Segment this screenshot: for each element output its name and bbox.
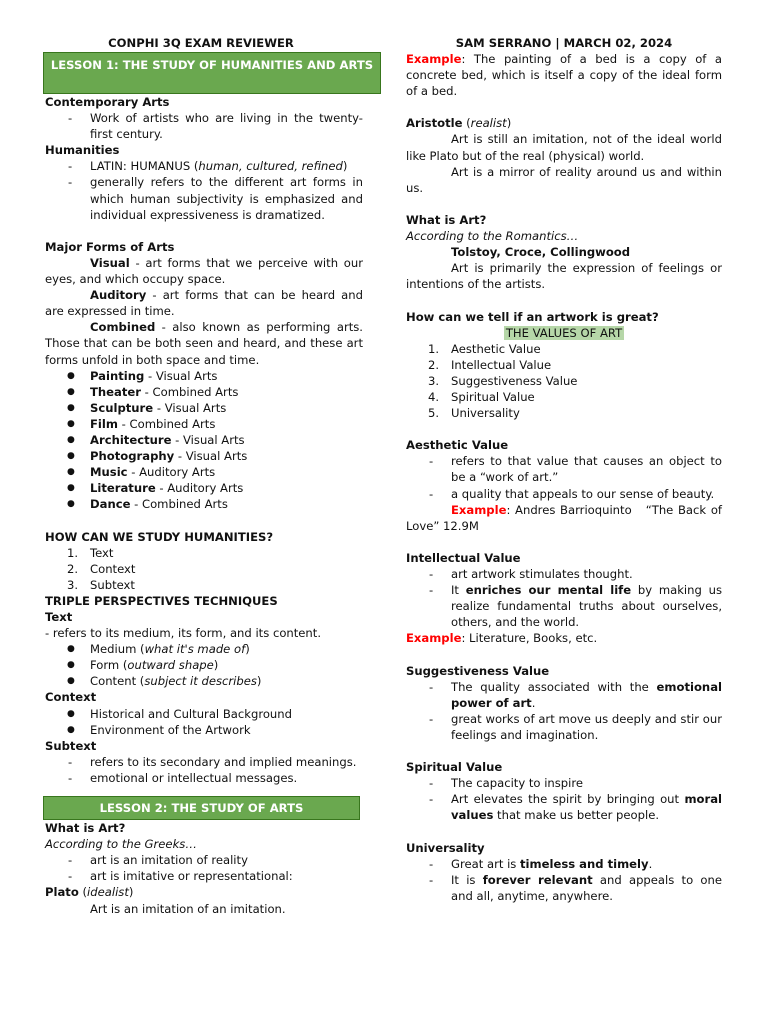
aristotle-text-2: Art is a mirror of reality around us and within us. [406,164,722,195]
greeks-list [45,852,363,884]
list-item: - great works of art move us deeply and stir our feelings and imagination. [406,711,722,743]
contemporary-list [45,110,363,142]
text-description: - refers to its medium, its form, and its content. [45,626,322,641]
visual-definition [45,255,363,287]
list-item: ● Painting - Visual Arts [45,368,363,384]
humanities-heading: Humanities [45,143,120,158]
universality-heading: Universality [406,840,485,855]
subtext-list [45,754,363,786]
romantics-names: Tolstoy, Croce, Collingwood [451,245,631,260]
suggestiveness-list [406,679,722,743]
list-item: - It enriches our mental life by making us realize fundamental truths about ourselves, others, and the world. [406,582,722,630]
context-list [45,706,363,738]
list-item: ● Historical and Cultural Background [45,706,363,722]
text-heading: Text [45,610,73,624]
list-item: - art artwork stimulates thought. [406,566,722,582]
list-item: ● Literature - Auditory Arts [45,480,363,496]
document-title: CONPHI 3Q EXAM REVIEWER [108,36,294,50]
list-item: ● Form (outward shape) [45,657,363,673]
list-item: - refers to that value that causes an object to be a “work of art.” [406,453,722,485]
intellectual-list [406,566,722,630]
list-item: - generally refers to the different art forms in which human subjectivity is emphasized and individual expressiveness is dramatized. [45,174,363,222]
aristotle-heading: Aristotle (realist) [406,116,512,131]
auditory-text: - art forms that can be heard and are expressed in time. [45,288,363,319]
list-item: ● Content (subject it describes) [45,673,363,689]
romantics-text: Art is primarily the expression of feelings or intentions of the artists. [406,261,722,292]
plato-heading: Plato (idealist) [45,885,134,900]
plato-text: Art is an imitation of an imitation. [90,901,286,916]
list-item: - art is imitative or representational: [45,868,363,884]
intellectual-heading: Intellectual Value [406,550,521,565]
list-item: ● Medium (what it's made of) [45,641,363,657]
triple-heading: TRIPLE PERSPECTIVES TECHNIQUES [45,593,278,608]
contemporary-heading: Contemporary Arts [45,95,170,109]
right-column [406,35,722,904]
values-list [406,341,722,421]
combined-definition [45,319,363,367]
list-item: ● Architecture - Visual Arts [45,432,363,448]
study-heading: HOW CAN WE STUDY HUMANITIES? [45,529,274,544]
list-item [45,158,363,174]
list-item: 1. Text [67,545,114,560]
list-item: - a quality that appeals to our sense of beauty. [406,486,722,502]
list-item: ● Theater - Combined Arts [45,384,363,400]
romantics-subheading: According to the Romantics… [406,229,579,244]
latin-text: LATIN: HUMANUS ( [90,159,199,174]
art-forms-list [45,368,363,513]
lesson2-banner: LESSON 2: THE STUDY OF ARTS [43,796,360,820]
list-item: ● Dance - Combined Arts [45,496,363,512]
list-item: 4. Spiritual Value [428,389,535,404]
latin-meaning: human, cultured, refined [198,159,343,174]
aesthetic-list [406,453,722,501]
plato-example: Example: The painting of a bed is a copy of a concrete bed, which is itself a copy of the ideal form of a bed. [406,52,722,99]
context-heading: Context [45,690,97,705]
list-item: ● Environment of the Artwork [45,722,363,738]
spiritual-list [406,775,722,823]
list-item: 1. Aesthetic Value [428,341,541,356]
list-item: - The quality associated with the emotional power of art. [406,679,722,711]
intellectual-example: Example: Literature, Books, etc. [406,631,598,646]
lesson1-banner: LESSON 1: THE STUDY OF HUMANITIES AND ARTS [43,52,381,94]
list-item: ● Sculpture - Visual Arts [45,400,363,416]
suggestiveness-heading: Suggestiveness Value [406,663,550,678]
study-list [45,545,363,593]
visual-term: Visual [90,255,130,270]
list-item: - Work of artists who are living in the twenty-first century. [45,110,363,142]
humanities-list [45,158,363,222]
great-artwork-question: How can we tell if an artwork is great? [406,309,659,324]
spiritual-heading: Spiritual Value [406,760,503,775]
aesthetic-example: Example: Andres Barrioquinto “The Back of Love” 12.9M [406,502,722,533]
author-date: SAM SERRANO | MARCH 02, 2024 [455,36,673,50]
list-item: - art is an imitation of reality [45,852,363,868]
list-item: - It is forever relevant and appeals to one and all, anytime, anywhere. [406,872,722,904]
auditory-definition [45,287,363,319]
list-item: - refers to its secondary and implied meanings. [45,754,363,770]
universality-list [406,856,722,904]
major-forms-heading: Major Forms of Arts [45,239,175,254]
list-item: ● Photography - Visual Arts [45,448,363,464]
list-item: - Great art is timeless and timely. [406,856,722,872]
combined-term: Combined [90,320,156,335]
aesthetic-heading: Aesthetic Value [406,438,509,453]
left-column [45,35,374,917]
list-item: ● Film - Combined Arts [45,416,363,432]
list-item: 5. Universality [428,406,520,421]
list-item: 3. Subtext [67,577,135,592]
combined-text: - also known as performing arts. Those that can be both seen and heard, and these art forms unfold in both space and time. [45,320,363,367]
text-list [45,641,363,689]
values-heading: THE VALUES OF ART [505,325,623,340]
list-item: - The capacity to inspire [406,775,722,791]
latin-close: ) [342,159,348,174]
what-is-art-heading-2: What is Art? [406,212,487,227]
list-item: 2. Intellectual Value [428,357,552,372]
list-item: 3. Suggestiveness Value [428,373,578,388]
subtext-heading: Subtext [45,738,97,753]
visual-text: - art forms that we perceive with our eyes, and which occupy space. [45,255,363,287]
what-is-art-heading: What is Art? [45,821,126,836]
aristotle-text-1: Art is still an imitation, not of the ideal world like Plato but of the real (physical) world. [406,132,722,163]
list-item: - emotional or intellectual messages. [45,770,363,786]
greeks-subheading: According to the Greeks… [45,837,197,852]
list-item: ● Music - Auditory Arts [45,464,363,480]
list-item: 2. Context [67,561,136,576]
auditory-term: Auditory [90,288,147,303]
list-item: - Art elevates the spirit by bringing out moral values that make us better people. [406,791,722,823]
